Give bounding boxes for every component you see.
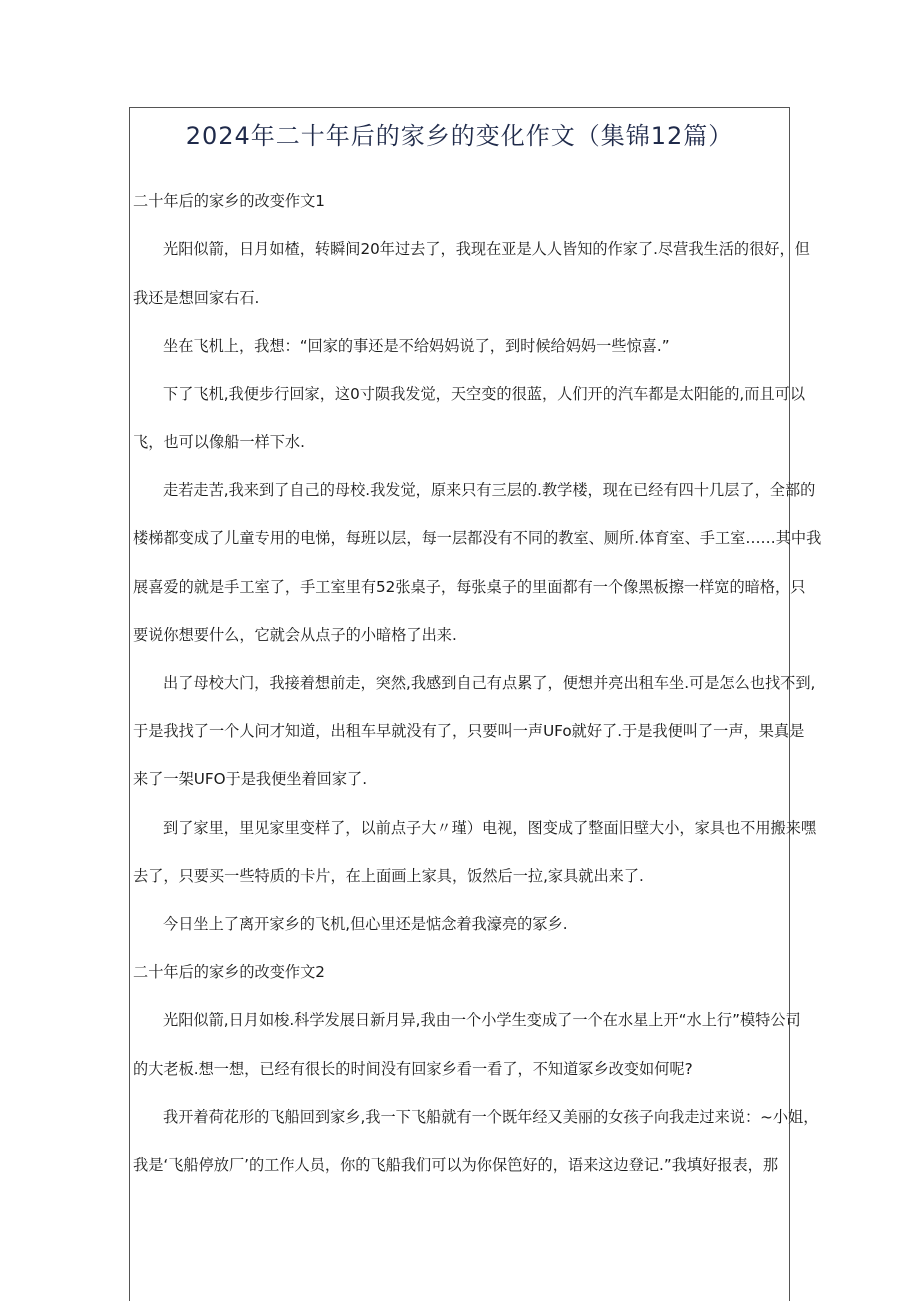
- section-heading-2: 二十年后的家乡的改变作文2: [133, 963, 325, 981]
- paragraph-line: 我是‘飞船停放厂’的工作人员，你的飞船我们可以为你保笆好的，语来这边登记.”我填好报表，那: [133, 1156, 779, 1174]
- paragraph-line: 坐在飞机上，我想：“回家的事还是不给妈妈说了，到时候给妈妈一些惊喜.”: [163, 337, 670, 355]
- document-title: 2024年二十年后的家乡的变化作文（集锦12篇）: [185, 122, 734, 150]
- paragraph-line: 展喜爱的就是手工室了，手工室里有52张桌子，每张桌子的里面都有一个像黑板擦一样宽的暗格，只: [133, 578, 806, 596]
- paragraph-line: 要说你想要什么，它就会从点子的小暗格了出来.: [133, 626, 457, 644]
- section-heading-1: 二十年后的家乡的改变作文1: [133, 192, 325, 210]
- paragraph-line: 去了，只要买一些特质的卡片，在上面画上家具，饭然后一拉,家具就出来了.: [133, 867, 644, 885]
- paragraph-line: 楼梯都变成了儿童专用的电悌，每班以层，每一层都没有不同的教室、厕所.体育室、手工室……其中我: [133, 529, 822, 547]
- paragraph-line: 光阳似箭,日月如梭.科学发展日新月异,我由一个小学生变成了一个在水星上开“水上行”模特公司: [163, 1011, 801, 1029]
- paragraph-line: 我开着荷花形的飞船回到家乡,我一下飞船就有一个既年经又美丽的女孩子向我走过来说：~小姐，: [163, 1108, 819, 1126]
- paragraph-line: 来了一架UFO于是我便坐着回家了.: [133, 770, 368, 788]
- paragraph-line: 飞，也可以像船一样下水.: [133, 433, 305, 451]
- paragraph-line: 下了飞机,我便步行回家，这0寸陨我发觉，天空变的很蓝，人们开的汽车都是太阳能的,而且可以: [163, 385, 806, 403]
- paragraph-line: 于是我找了一个人问才知道，出租车早就没有了，只要叫一声UFo就好了.于是我便叫了一声，果真是: [133, 722, 805, 740]
- paragraph-line: 光阳似箭，日月如楂，转瞬间20年过去了，我现在亚是人人皆知的作家了.尽营我生活的很好，但: [163, 240, 810, 258]
- paragraph-line: 今日坐上了离开家乡的飞机,但心里还是惦念着我濠亮的冢乡.: [163, 915, 568, 933]
- paragraph-line: 走若走苦,我来到了自己的母校.我发觉，原来只有三层的.教学楼，现在已经有四十几层了，全部的: [163, 481, 816, 499]
- paragraph-line: 到了家里，里见家里变样了，以前点子大〃瑾）电视，图变成了整面旧壁大小，家具也不用搬来嘿: [163, 819, 817, 837]
- paragraph-line: 我还是想回家右石.: [133, 289, 260, 307]
- paragraph-line: 出了母校大门，我接着想前走，突然,我感到自己有点累了，便想并亮出租车坐.可是怎么也找不到,: [163, 674, 816, 692]
- paragraph-line: 的大老板.想一想，已经有很长的时间没有回家乡看一看了，不知道冢乡改变如何呢?: [133, 1060, 693, 1078]
